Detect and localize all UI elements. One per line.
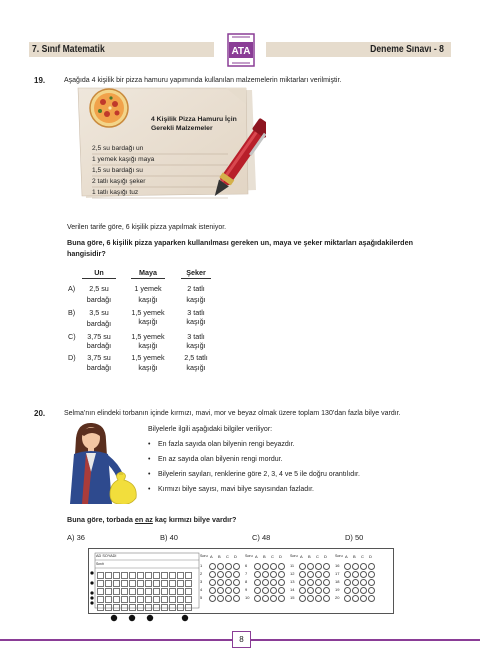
optical-name-cell[interactable] bbox=[177, 588, 184, 595]
optical-answer-bubble[interactable] bbox=[360, 587, 367, 594]
optical-name-cell[interactable] bbox=[161, 572, 168, 579]
optical-answer-bubble[interactable] bbox=[254, 587, 261, 594]
option-d-maya-2: kaşığı bbox=[138, 363, 158, 372]
optical-answer-bubble[interactable] bbox=[262, 571, 269, 578]
bullet-2: En az sayıda olan bilyenin rengi mordur. bbox=[158, 456, 283, 463]
optical-name-cell[interactable] bbox=[97, 604, 104, 611]
optical-answer-bubble[interactable] bbox=[254, 595, 261, 602]
optical-answer-bubble[interactable] bbox=[217, 563, 224, 570]
optical-answer-bubble[interactable] bbox=[225, 563, 232, 570]
optical-letter-b: B bbox=[263, 554, 266, 559]
optical-name-cell[interactable] bbox=[105, 572, 112, 579]
optical-name-cell[interactable] bbox=[169, 580, 176, 587]
optical-answer-bubble[interactable] bbox=[217, 579, 224, 586]
optical-name-cell[interactable] bbox=[105, 596, 112, 603]
optical-letter-a: A bbox=[255, 554, 258, 559]
optical-column-header bbox=[290, 554, 327, 559]
optical-name-cell[interactable] bbox=[161, 596, 168, 603]
optical-answer-bubble[interactable] bbox=[368, 579, 375, 586]
optical-question-number: 5 bbox=[200, 595, 203, 600]
optical-answer-bubble[interactable] bbox=[307, 587, 314, 594]
optical-letter-d: D bbox=[234, 554, 237, 559]
optical-answer-bubble[interactable] bbox=[262, 587, 269, 594]
optical-answer-bubble[interactable] bbox=[262, 579, 269, 586]
optical-answer-bubble[interactable] bbox=[278, 587, 285, 594]
girl-with-bag-illustration bbox=[64, 420, 144, 504]
optical-name-cell[interactable] bbox=[153, 572, 160, 579]
option-a-label[interactable]: A) bbox=[68, 284, 76, 293]
optical-answer-bubble[interactable] bbox=[209, 579, 216, 586]
optical-answer-bubble[interactable] bbox=[270, 563, 277, 570]
optical-name-cell[interactable] bbox=[137, 580, 144, 587]
optical-question-number: 13 bbox=[290, 579, 295, 584]
optical-answer-bubble[interactable] bbox=[217, 595, 224, 602]
optical-answer-bubble[interactable] bbox=[254, 579, 261, 586]
ingredient-3: 1,5 su bardağı su bbox=[92, 167, 143, 174]
option-d-seker-2: kaşığı bbox=[186, 363, 206, 372]
option-b-seker-2: kaşığı bbox=[186, 317, 206, 326]
optical-name-cell[interactable] bbox=[113, 596, 120, 603]
bullet-1-marker: • bbox=[148, 441, 151, 448]
header-maya-underline bbox=[131, 278, 165, 279]
exam-title: Deneme Sınavı - 8 bbox=[370, 43, 444, 55]
optical-name-cell[interactable] bbox=[153, 580, 160, 587]
optical-question-number: 19 bbox=[335, 587, 340, 592]
optical-answer-bubble[interactable] bbox=[360, 571, 367, 578]
optical-answer-bubble[interactable] bbox=[262, 595, 269, 602]
optical-answer-bubble[interactable] bbox=[315, 563, 322, 570]
optical-answer-bubble[interactable] bbox=[368, 587, 375, 594]
optical-answer-bubble[interactable] bbox=[299, 595, 306, 602]
optical-answer-bubble[interactable] bbox=[225, 571, 232, 578]
optical-name-cell[interactable] bbox=[145, 604, 152, 611]
optical-answer-bubble[interactable] bbox=[323, 571, 330, 578]
option-b-maya-2: kaşığı bbox=[138, 317, 158, 326]
optical-letter-b: B bbox=[218, 554, 221, 559]
optical-name-cell[interactable] bbox=[97, 572, 104, 579]
optical-answer-bubble[interactable] bbox=[307, 579, 314, 586]
bullet-2-marker: • bbox=[148, 456, 151, 463]
option-d-un-1: 3,75 su bbox=[87, 353, 111, 362]
optical-answer-bubble[interactable] bbox=[278, 563, 285, 570]
optical-letter-a: A bbox=[300, 554, 303, 559]
optical-name-cell[interactable] bbox=[129, 588, 136, 595]
bullet-1: En fazla sayıda olan bilyenin rengi beyazdır. bbox=[158, 441, 295, 448]
optical-name-cell[interactable] bbox=[129, 604, 136, 611]
optical-answer-bubble[interactable] bbox=[323, 563, 330, 570]
optical-letter-d: D bbox=[279, 554, 282, 559]
optical-name-cell[interactable] bbox=[161, 588, 168, 595]
optical-name-cell[interactable] bbox=[153, 596, 160, 603]
optical-class-label: Sınıfı bbox=[96, 562, 105, 566]
optical-answer-bubble[interactable] bbox=[233, 571, 240, 578]
optical-answer-bubble[interactable] bbox=[225, 587, 232, 594]
optical-name-cell[interactable] bbox=[185, 580, 192, 587]
optical-name-cell[interactable] bbox=[105, 604, 112, 611]
optical-answer-bubble[interactable] bbox=[209, 587, 216, 594]
optical-question-number: 20 bbox=[335, 595, 340, 600]
option-a-seker-1: 2 tatlı bbox=[187, 284, 205, 293]
optical-answer-bubble[interactable] bbox=[225, 579, 232, 586]
optical-answer-bubble[interactable] bbox=[270, 579, 277, 586]
optical-name-cell[interactable] bbox=[129, 580, 136, 587]
optical-name-cell[interactable] bbox=[113, 588, 120, 595]
optical-answer-bubble[interactable] bbox=[368, 595, 375, 602]
optical-name-cell[interactable] bbox=[113, 604, 120, 611]
option-a-seker-2: kaşığı bbox=[186, 295, 206, 304]
answer-a-value: 36 bbox=[76, 533, 85, 542]
optical-name-cell[interactable] bbox=[97, 596, 104, 603]
optical-answer-bubble[interactable] bbox=[270, 571, 277, 578]
question-20-intro: Selma’nın elindeki torbanın içinde kırmızı, mavi, mor ve beyaz olmak üzere toplam 130’dan fazla bilye vardır. bbox=[64, 410, 401, 417]
optical-letter-d: D bbox=[324, 554, 327, 559]
optical-name-cell[interactable] bbox=[185, 572, 192, 579]
optical-question-number: 1 bbox=[200, 563, 203, 568]
optical-soru-label: Soru bbox=[290, 554, 298, 558]
header-un-underline bbox=[82, 278, 116, 279]
optical-answer-bubble[interactable] bbox=[344, 579, 351, 586]
optical-question-number: 3 bbox=[200, 579, 203, 584]
optical-answer-bubble[interactable] bbox=[360, 563, 367, 570]
optical-answer-bubble[interactable] bbox=[233, 595, 240, 602]
answer-c-label: C) bbox=[252, 533, 260, 542]
option-a-un-2: bardağı bbox=[86, 295, 112, 304]
optical-answer-bubble[interactable] bbox=[225, 595, 232, 602]
question-19-stem-2: hangisidir? bbox=[67, 249, 106, 258]
optical-question-number: 12 bbox=[290, 571, 295, 576]
question-20-number: 20. bbox=[34, 409, 46, 418]
optical-question-number: 7 bbox=[245, 571, 248, 576]
optical-letter-c: C bbox=[271, 554, 274, 559]
bullet-3-marker: • bbox=[148, 471, 151, 478]
option-d-un-2: bardağı bbox=[86, 363, 112, 372]
optical-answer-bubble[interactable] bbox=[299, 571, 306, 578]
optical-name-cell[interactable] bbox=[145, 580, 152, 587]
optical-name-cell[interactable] bbox=[137, 604, 144, 611]
optical-name-cell[interactable] bbox=[177, 580, 184, 587]
optical-name-cell[interactable] bbox=[97, 588, 104, 595]
optical-answer-bubble[interactable] bbox=[315, 579, 322, 586]
optical-letter-d: D bbox=[369, 554, 372, 559]
optical-letter-c: C bbox=[361, 554, 364, 559]
pen-illustration bbox=[214, 114, 266, 206]
optical-soru-label: Soru bbox=[200, 554, 208, 558]
optical-answer-bubble[interactable] bbox=[262, 563, 269, 570]
optical-answer-bubble[interactable] bbox=[209, 563, 216, 570]
optical-name-cell[interactable] bbox=[145, 588, 152, 595]
optical-answer-bubble[interactable] bbox=[307, 563, 314, 570]
answer-a[interactable] bbox=[67, 533, 85, 542]
optical-name-cell[interactable] bbox=[177, 604, 184, 611]
question-20-stem-pre: Buna göre, torbada bbox=[67, 515, 135, 524]
question-20-stem-post: kaç kırmızı bilye vardır? bbox=[152, 515, 237, 524]
optical-answer-bubble[interactable] bbox=[233, 587, 240, 594]
optical-question-number: 11 bbox=[290, 563, 295, 568]
optical-name-cell[interactable] bbox=[145, 572, 152, 579]
optical-name-cell[interactable] bbox=[121, 572, 128, 579]
optical-question-number: 8 bbox=[245, 579, 248, 584]
subject-title: 7. Sınıf Matematik bbox=[32, 43, 105, 55]
optical-name-cell[interactable] bbox=[169, 588, 176, 595]
optical-answer-bubble[interactable] bbox=[360, 579, 367, 586]
optical-answer-bubble[interactable] bbox=[217, 587, 224, 594]
optical-answer-bubble[interactable] bbox=[315, 571, 322, 578]
optical-question-number: 6 bbox=[245, 563, 248, 568]
optical-answer-bubble[interactable] bbox=[254, 571, 261, 578]
optical-name-cell[interactable] bbox=[177, 596, 184, 603]
answer-c-value: 48 bbox=[262, 533, 271, 542]
optical-name-cell[interactable] bbox=[169, 604, 176, 611]
optical-name-cell[interactable] bbox=[161, 580, 168, 587]
question-19-intro: Aşağıda 4 kişilik bir pizza hamuru yapımında kullanılan malzemelerin miktarları verilmiştir. bbox=[64, 77, 342, 84]
optical-name-cell[interactable] bbox=[121, 580, 128, 587]
optical-answer-bubble[interactable] bbox=[299, 563, 306, 570]
optical-answer-bubble[interactable] bbox=[307, 595, 314, 602]
optical-column-header bbox=[335, 554, 372, 559]
optical-answer-bubble[interactable] bbox=[233, 563, 240, 570]
optical-name-cell[interactable] bbox=[137, 596, 144, 603]
optical-column-header bbox=[245, 554, 282, 559]
optical-answer-bubble[interactable] bbox=[299, 587, 306, 594]
optical-name-cell[interactable] bbox=[145, 596, 152, 603]
optical-answer-bubble[interactable] bbox=[278, 595, 285, 602]
optical-name-cell[interactable] bbox=[185, 588, 192, 595]
optical-question-number: 16 bbox=[335, 563, 340, 568]
header-seker-underline bbox=[181, 278, 211, 279]
optical-question-number: 2 bbox=[200, 571, 203, 576]
optical-answer-bubble[interactable] bbox=[270, 587, 277, 594]
optical-answer-bubble[interactable] bbox=[368, 571, 375, 578]
option-d-maya-1: 1,5 yemek bbox=[131, 353, 165, 362]
optical-question-number: 15 bbox=[290, 595, 295, 600]
optical-name-cell[interactable] bbox=[121, 604, 128, 611]
optical-answer-bubble[interactable] bbox=[307, 571, 314, 578]
optical-answer-bubble[interactable] bbox=[352, 595, 359, 602]
answer-d-label: D) bbox=[345, 533, 353, 542]
optical-answer-bubble[interactable] bbox=[209, 595, 216, 602]
optical-name-cell[interactable] bbox=[169, 596, 176, 603]
page-number: 8 bbox=[232, 631, 251, 648]
option-c-maya-2: kaşığı bbox=[138, 341, 158, 350]
optical-name-cell[interactable] bbox=[129, 596, 136, 603]
answer-d[interactable] bbox=[345, 533, 363, 542]
optical-question-number: 4 bbox=[200, 587, 203, 592]
question-20-info: Bilyelerle ilgili aşağıdaki bilgiler veriliyor: bbox=[148, 426, 273, 433]
option-c-maya-1: 1,5 yemek bbox=[131, 332, 165, 341]
option-c-un-2: bardağı bbox=[86, 341, 112, 350]
bullet-4-marker: • bbox=[148, 486, 151, 493]
option-d-seker-1: 2,5 tatlı bbox=[184, 353, 208, 362]
answer-b-value: 40 bbox=[169, 533, 178, 542]
optical-answer-bubble[interactable] bbox=[352, 571, 359, 578]
optical-name-cell[interactable] bbox=[169, 572, 176, 579]
option-b-un-2: bardağı bbox=[86, 319, 112, 328]
header-maya: Maya bbox=[139, 268, 157, 277]
optical-answer-bubble[interactable] bbox=[352, 563, 359, 570]
optical-letter-c: C bbox=[316, 554, 319, 559]
optical-name-cell[interactable] bbox=[185, 604, 192, 611]
answer-c[interactable] bbox=[252, 533, 270, 542]
bullet-3: Bilyelerin sayıları, renklerine göre 2, 3, 4 ve 5 ile doğru orantılıdır. bbox=[158, 471, 360, 478]
optical-name-cell[interactable] bbox=[161, 604, 168, 611]
ingredient-1: 2,5 su bardağı un bbox=[92, 145, 144, 152]
optical-name-cell[interactable] bbox=[177, 572, 184, 579]
optical-question-number: 17 bbox=[335, 571, 340, 576]
ata-logo bbox=[226, 33, 256, 67]
option-c-seker-1: 3 tatlı bbox=[187, 332, 205, 341]
optical-name-cell[interactable] bbox=[105, 588, 112, 595]
optical-answer-bubble[interactable] bbox=[270, 595, 277, 602]
option-b-maya-1: 1,5 yemek bbox=[131, 308, 165, 317]
optical-answer-bubble[interactable] bbox=[217, 571, 224, 578]
optical-answer-bubble[interactable] bbox=[368, 563, 375, 570]
optical-letter-a: A bbox=[345, 554, 348, 559]
question-19-stem-1: Buna göre, 6 kişilik pizza yaparken kullanılması gereken un, maya ve şeker miktarları aşağıdakilerden bbox=[67, 238, 413, 247]
optical-answer-bubble[interactable] bbox=[299, 579, 306, 586]
optical-answer-bubble[interactable] bbox=[344, 587, 351, 594]
answer-a-label: A) bbox=[67, 533, 75, 542]
optical-answer-bubble[interactable] bbox=[254, 563, 261, 570]
optical-answer-bubble[interactable] bbox=[352, 579, 359, 586]
option-b-label[interactable]: B) bbox=[68, 308, 76, 317]
bullet-4: Kırmızı bilye sayısı, mavi bilye sayısından fazladır. bbox=[158, 486, 315, 493]
optical-answer-bubble[interactable] bbox=[315, 587, 322, 594]
ingredient-5: 1 tatlı kaşığı tuz bbox=[92, 189, 139, 196]
optical-name-cell[interactable] bbox=[129, 572, 136, 579]
optical-letter-c: C bbox=[226, 554, 229, 559]
header-un: Un bbox=[94, 268, 104, 277]
optical-name-cell[interactable] bbox=[185, 596, 192, 603]
optical-name-cell[interactable] bbox=[153, 604, 160, 611]
optical-name-cell[interactable] bbox=[113, 572, 120, 579]
header-seker: Şeker bbox=[186, 268, 206, 277]
optical-answer-bubble[interactable] bbox=[352, 587, 359, 594]
optical-question-number: 10 bbox=[245, 595, 250, 600]
optical-name-label: AD SOYADI bbox=[96, 554, 117, 558]
optical-answer-bubble[interactable] bbox=[209, 571, 216, 578]
optical-name-cell[interactable] bbox=[105, 580, 112, 587]
optical-name-cell[interactable] bbox=[137, 572, 144, 579]
optical-name-cell[interactable] bbox=[121, 596, 128, 603]
option-b-un-1: 3,5 su bbox=[89, 308, 109, 317]
optical-answer-bubble[interactable] bbox=[278, 571, 285, 578]
optical-answer-bubble[interactable] bbox=[344, 571, 351, 578]
optical-question-number: 9 bbox=[245, 587, 248, 592]
option-c-un-1: 3,75 su bbox=[87, 332, 111, 341]
question-19-note: Verilen tarife göre, 6 kişilik pizza yapılmak isteniyor. bbox=[67, 224, 227, 231]
optical-answer-bubble[interactable] bbox=[344, 595, 351, 602]
optical-question-number: 14 bbox=[290, 587, 295, 592]
answer-d-value: 50 bbox=[355, 533, 364, 542]
question-19-number: 19. bbox=[34, 76, 46, 85]
optical-soru-label: Soru bbox=[245, 554, 253, 558]
optical-answer-bubble[interactable] bbox=[360, 595, 367, 602]
optical-answer-bubble[interactable] bbox=[315, 595, 322, 602]
optical-name-cell[interactable] bbox=[121, 588, 128, 595]
optical-answer-bubble[interactable] bbox=[233, 579, 240, 586]
option-b-seker-1: 3 tatlı bbox=[187, 308, 205, 317]
optical-answer-bubble[interactable] bbox=[323, 595, 330, 602]
answer-b[interactable] bbox=[160, 533, 178, 542]
optical-answer-bubble[interactable] bbox=[278, 579, 285, 586]
logo-text: ATA bbox=[231, 46, 251, 57]
optical-name-cell[interactable] bbox=[153, 588, 160, 595]
option-c-label[interactable]: C) bbox=[68, 332, 76, 341]
optical-name-cell[interactable] bbox=[113, 580, 120, 587]
optical-soru-label: Soru bbox=[335, 554, 343, 558]
optical-name-cell[interactable] bbox=[137, 588, 144, 595]
question-20-stem-emphasis: en az bbox=[134, 515, 153, 524]
recipe-card-title-1: 4 Kişilik Pizza Hamuru İçin bbox=[151, 116, 237, 123]
option-a-un-1: 2,5 su bbox=[89, 284, 109, 293]
optical-name-cell[interactable] bbox=[97, 580, 104, 587]
option-a-maya-1: 1 yemek bbox=[134, 284, 162, 293]
ingredient-2: 1 yemek kaşığı maya bbox=[92, 156, 155, 163]
optical-answer-bubble[interactable] bbox=[344, 563, 351, 570]
optical-letter-b: B bbox=[308, 554, 311, 559]
question-20-stem bbox=[67, 515, 236, 524]
recipe-card-title-2: Gerekli Malzemeler bbox=[151, 125, 213, 132]
optical-column-header bbox=[200, 554, 237, 559]
answer-b-label: B) bbox=[160, 533, 168, 542]
optical-answer-bubble[interactable] bbox=[323, 579, 330, 586]
optical-letter-a: A bbox=[210, 554, 213, 559]
ingredient-4: 2 tatlı kaşığı şeker bbox=[92, 178, 146, 185]
optical-answer-bubble[interactable] bbox=[323, 587, 330, 594]
optical-question-number: 18 bbox=[335, 579, 340, 584]
optical-letter-b: B bbox=[353, 554, 356, 559]
option-d-label[interactable]: D) bbox=[68, 353, 76, 362]
option-c-seker-2: kaşığı bbox=[186, 341, 206, 350]
option-a-maya-2: kaşığı bbox=[138, 295, 158, 304]
